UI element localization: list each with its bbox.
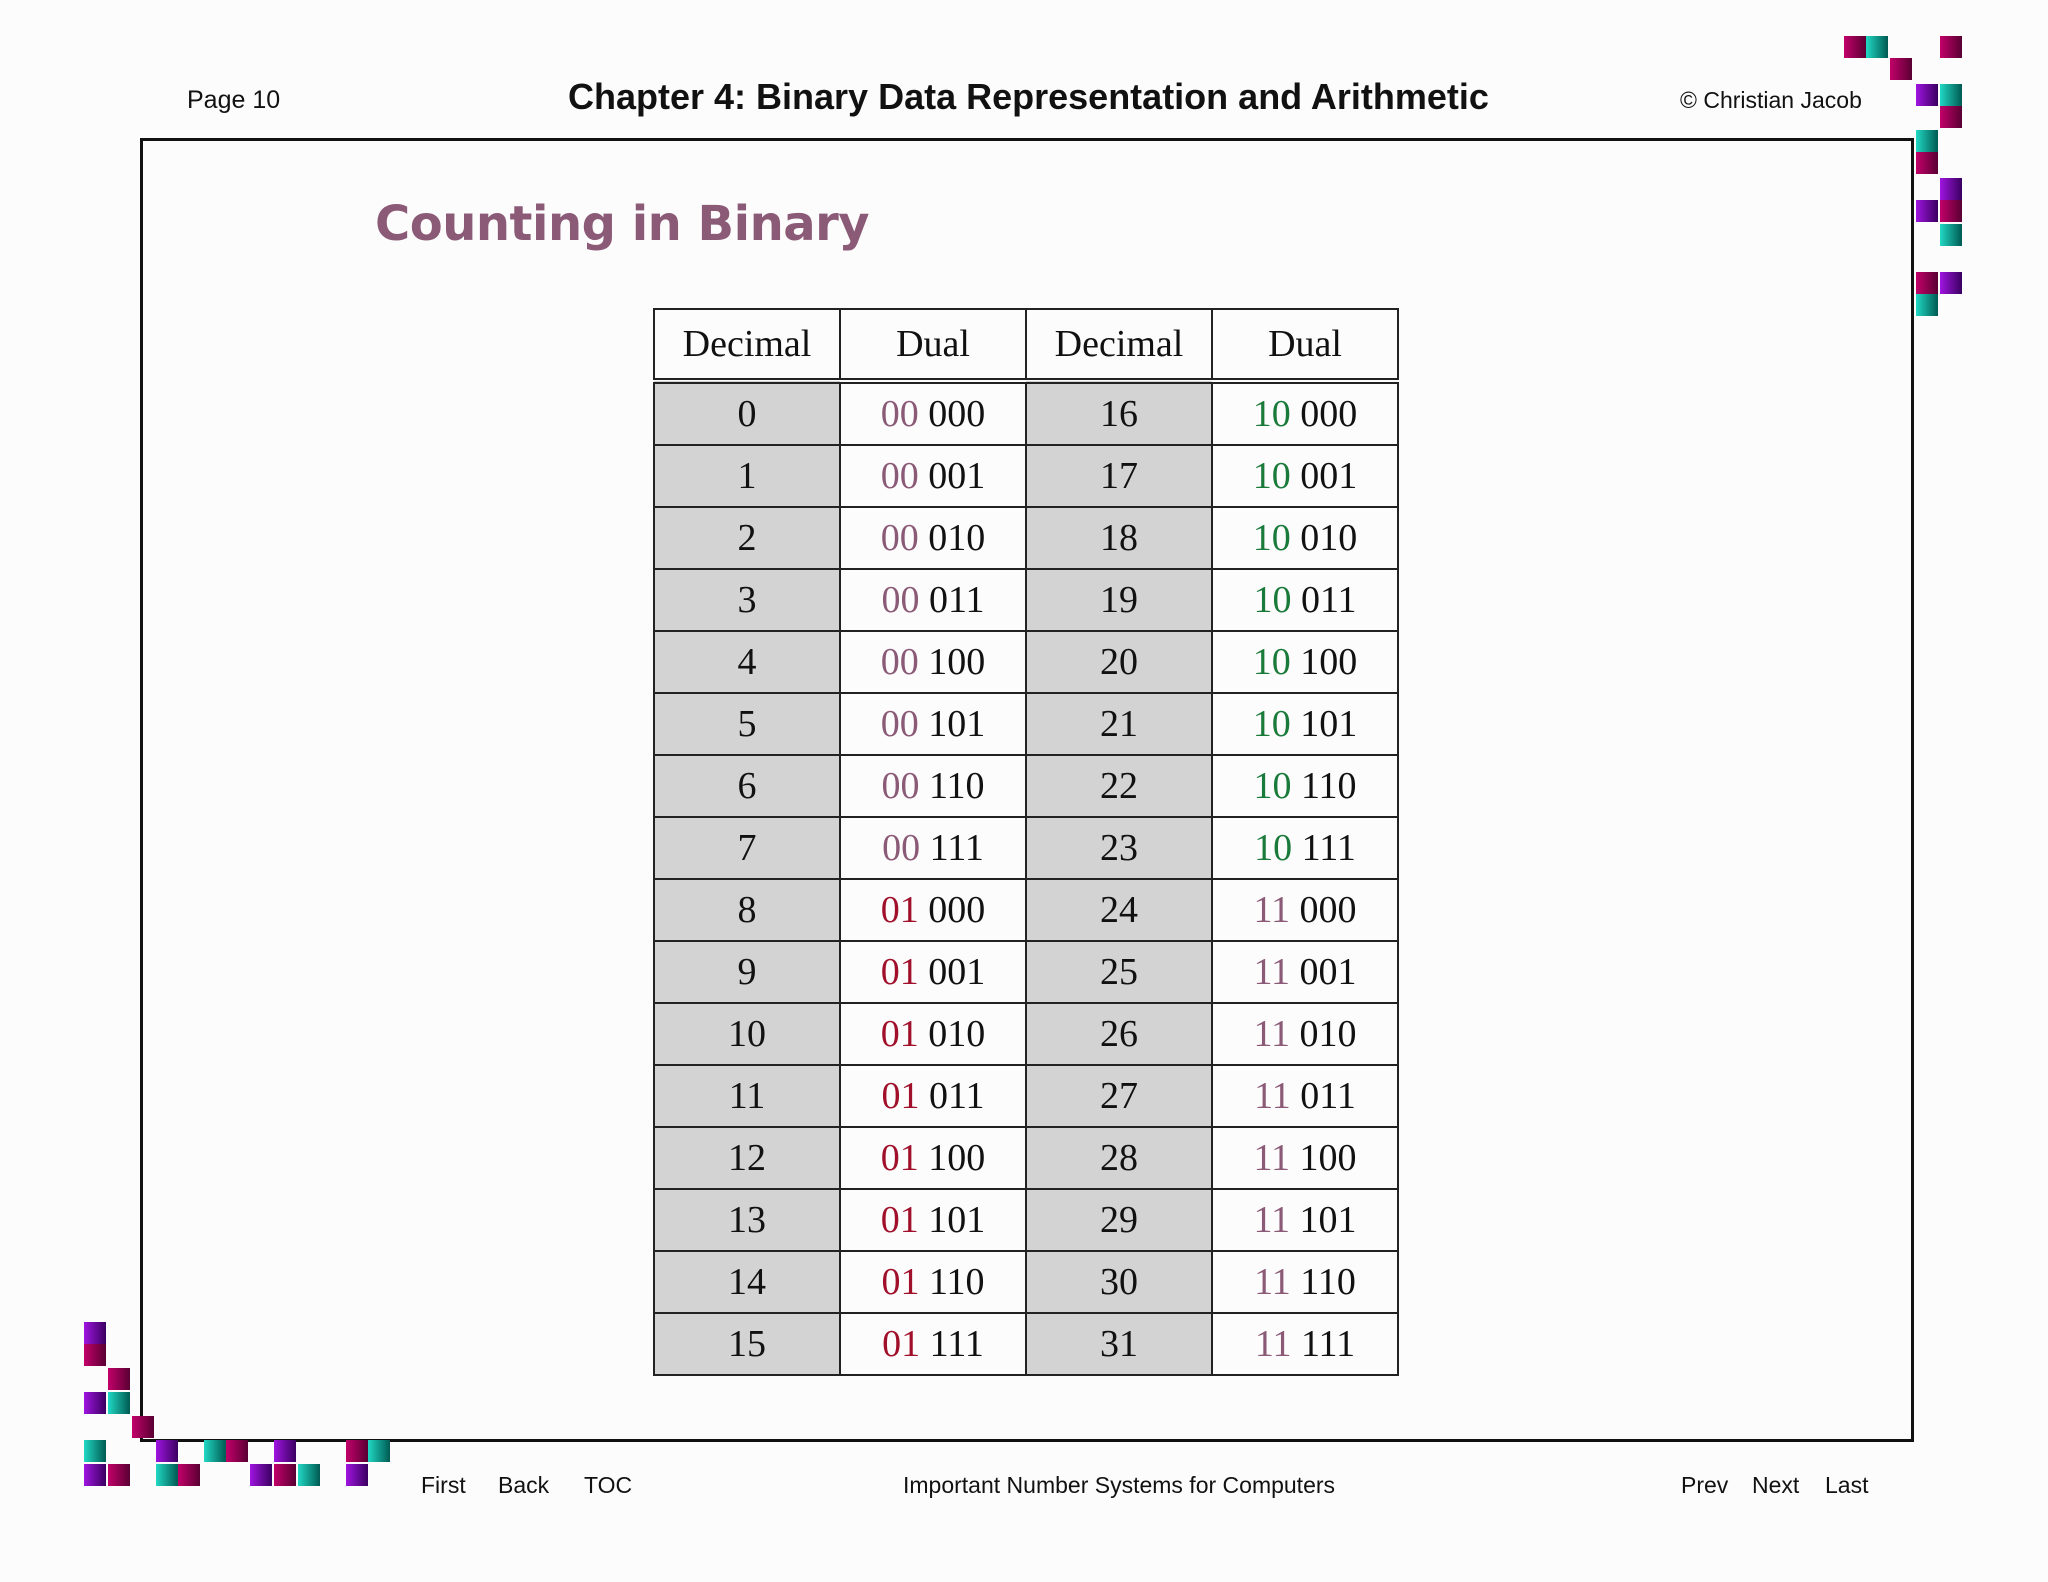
decimal-cell: 11 bbox=[654, 1065, 840, 1127]
prev-link[interactable]: Prev bbox=[1681, 1472, 1729, 1498]
dual-suffix: 011 bbox=[928, 1075, 985, 1117]
dual-suffix: 011 bbox=[928, 579, 985, 621]
dual-suffix: 010 bbox=[1299, 1013, 1357, 1055]
dual-suffix: 101 bbox=[928, 703, 986, 745]
column-header: Decimal bbox=[1026, 309, 1212, 381]
decimal-cell: 18 bbox=[1026, 507, 1212, 569]
dual-prefix: 00 bbox=[882, 827, 921, 869]
dual-suffix: 000 bbox=[1299, 889, 1357, 931]
section-name: Important Number Systems for Computers bbox=[903, 1472, 1336, 1498]
table-row bbox=[654, 1003, 1398, 1065]
dual-suffix: 100 bbox=[928, 641, 986, 683]
table-row bbox=[654, 693, 1398, 755]
decimal-cell: 5 bbox=[654, 693, 840, 755]
dual-cell bbox=[1212, 879, 1398, 941]
dual-prefix: 00 bbox=[880, 641, 919, 683]
dual-cell bbox=[840, 755, 1026, 817]
dual-suffix: 001 bbox=[1300, 455, 1358, 497]
decimal-cell: 0 bbox=[654, 381, 840, 445]
dual-cell bbox=[1212, 1313, 1398, 1375]
table-row bbox=[654, 381, 1398, 445]
dual-prefix: 11 bbox=[1253, 951, 1291, 993]
dual-cell bbox=[840, 1189, 1026, 1251]
dual-suffix: 100 bbox=[928, 1137, 986, 1179]
dual-suffix: 101 bbox=[1299, 1199, 1357, 1241]
decimal-cell: 16 bbox=[1026, 381, 1212, 445]
dual-cell bbox=[840, 381, 1026, 445]
decimal-cell: 12 bbox=[654, 1127, 840, 1189]
decimal-cell: 26 bbox=[1026, 1003, 1212, 1065]
table-row bbox=[654, 1065, 1398, 1127]
decimal-cell: 17 bbox=[1026, 445, 1212, 507]
decimal-cell: 7 bbox=[654, 817, 840, 879]
dual-prefix: 00 bbox=[880, 703, 919, 745]
dual-suffix: 100 bbox=[1300, 641, 1358, 683]
dual-suffix: 011 bbox=[1300, 1075, 1356, 1117]
decimal-cell: 6 bbox=[654, 755, 840, 817]
dual-prefix: 01 bbox=[880, 1013, 919, 1055]
dual-prefix: 10 bbox=[1253, 579, 1292, 621]
dual-prefix: 01 bbox=[881, 1261, 920, 1303]
dual-prefix: 11 bbox=[1253, 1137, 1291, 1179]
table-row bbox=[654, 941, 1398, 1003]
dual-cell bbox=[1212, 445, 1398, 507]
decimal-cell: 14 bbox=[654, 1251, 840, 1313]
dual-prefix: 11 bbox=[1253, 889, 1291, 931]
decimal-cell: 1 bbox=[654, 445, 840, 507]
dual-suffix: 110 bbox=[1300, 1261, 1356, 1303]
decimal-cell: 29 bbox=[1026, 1189, 1212, 1251]
dual-cell bbox=[840, 817, 1026, 879]
dual-prefix: 01 bbox=[880, 951, 919, 993]
table-body bbox=[654, 381, 1398, 1375]
dual-suffix: 110 bbox=[928, 1261, 985, 1303]
dual-prefix: 00 bbox=[881, 765, 920, 807]
dual-prefix: 11 bbox=[1254, 1075, 1291, 1117]
decimal-cell: 27 bbox=[1026, 1065, 1212, 1127]
decimal-cell: 23 bbox=[1026, 817, 1212, 879]
column-header: Decimal bbox=[654, 309, 840, 381]
dual-prefix: 11 bbox=[1253, 1013, 1291, 1055]
table-row bbox=[654, 1313, 1398, 1375]
dual-suffix: 001 bbox=[928, 455, 986, 497]
table-row bbox=[654, 1127, 1398, 1189]
dual-suffix: 111 bbox=[929, 827, 984, 869]
dual-cell bbox=[840, 1127, 1026, 1189]
dual-prefix: 10 bbox=[1252, 393, 1291, 435]
decimal-cell: 9 bbox=[654, 941, 840, 1003]
dual-cell bbox=[1212, 755, 1398, 817]
dual-prefix: 11 bbox=[1254, 1323, 1292, 1365]
dual-cell bbox=[840, 1313, 1026, 1375]
dual-cell bbox=[1212, 507, 1398, 569]
dual-prefix: 10 bbox=[1252, 455, 1291, 497]
decimal-cell: 30 bbox=[1026, 1251, 1212, 1313]
table-row bbox=[654, 507, 1398, 569]
dual-suffix: 110 bbox=[928, 765, 985, 807]
dual-prefix: 00 bbox=[880, 393, 919, 435]
dual-suffix: 010 bbox=[928, 517, 986, 559]
decimal-cell: 22 bbox=[1026, 755, 1212, 817]
dual-cell bbox=[1212, 1189, 1398, 1251]
dual-suffix: 000 bbox=[928, 393, 986, 435]
dual-cell bbox=[840, 631, 1026, 693]
dual-suffix: 000 bbox=[928, 889, 986, 931]
table-header-row bbox=[654, 309, 1398, 381]
dual-cell bbox=[1212, 381, 1398, 445]
decimal-cell: 13 bbox=[654, 1189, 840, 1251]
dual-cell bbox=[840, 569, 1026, 631]
dual-suffix: 010 bbox=[928, 1013, 986, 1055]
back-link[interactable]: Back bbox=[498, 1472, 550, 1498]
slide-title: Counting in Binary bbox=[375, 196, 870, 252]
binary-counting-table bbox=[653, 308, 1399, 1376]
dual-suffix: 010 bbox=[1300, 517, 1358, 559]
dual-suffix: 111 bbox=[1300, 1323, 1356, 1365]
decimal-cell: 2 bbox=[654, 507, 840, 569]
dual-prefix: 01 bbox=[880, 889, 919, 931]
table-row bbox=[654, 569, 1398, 631]
dual-prefix: 10 bbox=[1254, 827, 1293, 869]
dual-suffix: 011 bbox=[1300, 579, 1357, 621]
decimal-cell: 24 bbox=[1026, 879, 1212, 941]
dual-suffix: 110 bbox=[1300, 765, 1357, 807]
toc-link[interactable]: TOC bbox=[584, 1472, 633, 1498]
dual-cell bbox=[840, 693, 1026, 755]
dual-prefix: 00 bbox=[881, 579, 920, 621]
dual-prefix: 10 bbox=[1252, 517, 1291, 559]
dual-prefix: 10 bbox=[1252, 703, 1291, 745]
dual-suffix: 111 bbox=[929, 1323, 984, 1365]
dual-prefix: 11 bbox=[1253, 1199, 1291, 1241]
last-link[interactable]: Last bbox=[1825, 1472, 1869, 1498]
decimal-cell: 28 bbox=[1026, 1127, 1212, 1189]
page-number: Page 10 bbox=[187, 86, 281, 114]
dual-cell bbox=[1212, 569, 1398, 631]
table-row bbox=[654, 755, 1398, 817]
chapter-title: Chapter 4: Binary Data Representation and Arithmetic bbox=[568, 76, 1489, 117]
dual-prefix: 10 bbox=[1253, 765, 1292, 807]
dual-cell bbox=[1212, 693, 1398, 755]
dual-cell bbox=[840, 1251, 1026, 1313]
dual-cell bbox=[840, 941, 1026, 1003]
dual-cell bbox=[840, 1065, 1026, 1127]
dual-prefix: 01 bbox=[881, 1075, 920, 1117]
decimal-cell: 20 bbox=[1026, 631, 1212, 693]
dual-cell bbox=[1212, 631, 1398, 693]
dual-prefix: 01 bbox=[880, 1199, 919, 1241]
dual-prefix: 11 bbox=[1254, 1261, 1291, 1303]
dual-suffix: 100 bbox=[1299, 1137, 1357, 1179]
table-row bbox=[654, 1251, 1398, 1313]
dual-cell bbox=[1212, 1003, 1398, 1065]
decimal-cell: 15 bbox=[654, 1313, 840, 1375]
table-row bbox=[654, 1189, 1398, 1251]
dual-cell bbox=[1212, 1065, 1398, 1127]
dual-suffix: 001 bbox=[1299, 951, 1357, 993]
dual-suffix: 101 bbox=[928, 1199, 986, 1241]
decimal-cell: 25 bbox=[1026, 941, 1212, 1003]
table-row bbox=[654, 631, 1398, 693]
table-row bbox=[654, 445, 1398, 507]
dual-cell bbox=[840, 1003, 1026, 1065]
dual-suffix: 101 bbox=[1300, 703, 1358, 745]
column-header: Dual bbox=[1212, 309, 1398, 381]
decimal-cell: 19 bbox=[1026, 569, 1212, 631]
table-row bbox=[654, 817, 1398, 879]
dual-cell bbox=[1212, 1251, 1398, 1313]
decimal-cell: 8 bbox=[654, 879, 840, 941]
decimal-cell: 10 bbox=[654, 1003, 840, 1065]
dual-cell bbox=[1212, 817, 1398, 879]
dual-cell bbox=[1212, 1127, 1398, 1189]
dual-suffix: 111 bbox=[1301, 827, 1356, 869]
dual-cell bbox=[840, 507, 1026, 569]
copyright: © Christian Jacob bbox=[1680, 87, 1862, 113]
dual-prefix: 01 bbox=[882, 1323, 921, 1365]
dual-suffix: 000 bbox=[1300, 393, 1358, 435]
table-row bbox=[654, 879, 1398, 941]
column-header: Dual bbox=[840, 309, 1026, 381]
dual-prefix: 01 bbox=[880, 1137, 919, 1179]
dual-cell bbox=[840, 879, 1026, 941]
decimal-cell: 3 bbox=[654, 569, 840, 631]
dual-prefix: 10 bbox=[1252, 641, 1291, 683]
decimal-cell: 31 bbox=[1026, 1313, 1212, 1375]
first-link[interactable]: First bbox=[421, 1472, 466, 1498]
dual-cell bbox=[840, 445, 1026, 507]
next-link[interactable]: Next bbox=[1752, 1472, 1800, 1498]
dual-prefix: 00 bbox=[880, 455, 919, 497]
decimal-cell: 4 bbox=[654, 631, 840, 693]
dual-cell bbox=[1212, 941, 1398, 1003]
dual-prefix: 00 bbox=[880, 517, 919, 559]
dual-suffix: 001 bbox=[928, 951, 986, 993]
decimal-cell: 21 bbox=[1026, 693, 1212, 755]
